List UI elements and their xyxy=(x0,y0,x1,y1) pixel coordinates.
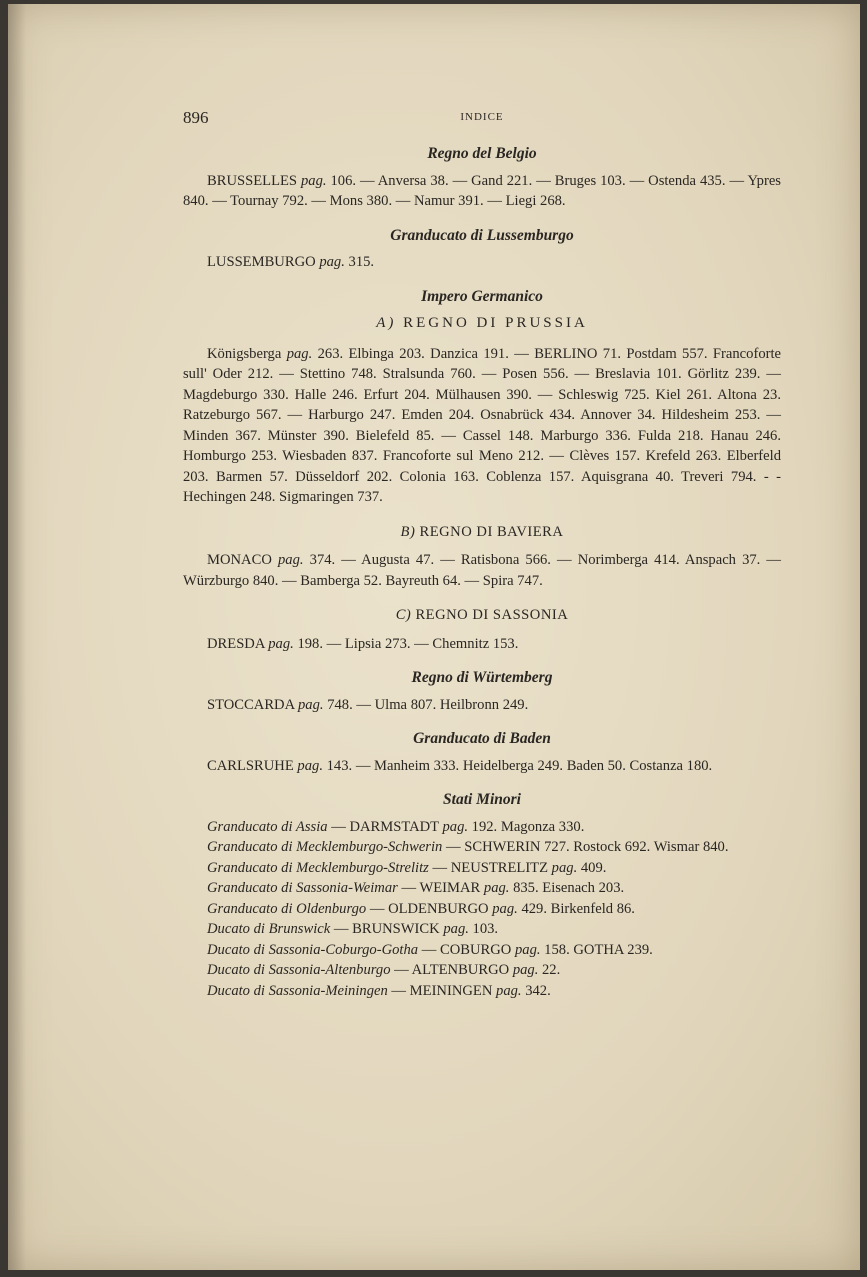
subsection-name: REGNO DI PRUSSIA xyxy=(403,315,588,331)
capital-name: MONACO xyxy=(207,552,272,568)
page-header xyxy=(183,108,781,132)
list-item xyxy=(183,899,781,920)
section-title-lussemburgo: Granducato di Lussemburgo xyxy=(390,226,574,244)
section-title-germania: Impero Germanico xyxy=(421,287,543,305)
entry-text: 748. — Ulma 807. Heilbronn 249. xyxy=(327,696,529,713)
entry-text: 263. Elbinga 203. Danzica 191. — BERLINO 71. Postdam 557. Francoforte sull' Oder 212. — Stettino 748. Stralsunda 760. — Posen 556. — Breslavia 101. Görlitz 239. — Magdeburgo 330. Halle 246. Erfurt 204. Mülhausen 390. — Schleswig 725. Kiel 261. Altona 23. Ratzeburgo 567. — Harburgo 247. Emden 204. Osnabrück 434. Annover 34. Hildesheim 253. — Minden 367. Münster 390. Bielefeld 85. — Cassel 148. Marburgo 336. Fulda 218. Hanau 246. Homburgo 253. Wiesbaden 837. Francoforte sul Meno 212. — Clèves 157. Krefeld 263. Elberfeld 203. Barmen 57. Düsseldorf 202. Colonia 163. Coblenza 157. Aquisgrana 40. Treveri 794. - - Hechingen 248. Sigmaringen 737. xyxy=(183,345,782,505)
entry-text: 192. Magonza 330. xyxy=(468,818,585,835)
entry-text: 374. — Augusta 47. — Ratisbona 566. — Norimberga 414. Anspach 37. — Würzburgo 840. — Bamberga 52. Bayreuth 64. — Spira 747. xyxy=(183,552,782,589)
entry-text: 315. xyxy=(348,254,375,270)
entry-belgio xyxy=(183,171,781,212)
capital-name: BRUSSELLES xyxy=(207,172,298,189)
pag-word: pag. xyxy=(492,900,518,917)
entry-text: 409. xyxy=(577,859,607,876)
subsection-title-baviera xyxy=(183,522,781,543)
entry-text: — SCHWERIN 727. Rostock 692. Wismar 840. xyxy=(442,839,729,855)
state-name: Granducato di Assia xyxy=(207,818,328,835)
pag-word: pag. xyxy=(483,880,510,896)
entry-text: 103. xyxy=(468,921,499,937)
capital-name: DRESDA xyxy=(207,635,265,652)
section-title-minori: Stati Minori xyxy=(443,791,521,808)
entry-baden xyxy=(183,756,781,777)
pag-word: pag. xyxy=(300,172,327,189)
state-name: Granducato di Sassonia-Weimar xyxy=(207,880,398,896)
entry-text: 342. xyxy=(521,982,551,999)
state-name: Ducato di Sassonia-Coburgo-Gotha xyxy=(207,941,419,958)
state-name: Ducato di Brunswick xyxy=(207,921,331,937)
capital-name: STOCCARDA xyxy=(207,696,295,713)
entry-text: — NEUSTRELITZ xyxy=(428,859,552,876)
entry-text: — BRUNSWICK xyxy=(330,921,444,937)
pag-word: pag. xyxy=(512,962,539,978)
entry-text: 106. — Anversa 38. — Gand 221. — Bruges 103. — Ostenda 435. — Ypres 840. — Tournay 792. — Mons 380. — Namur 391. — Liegi 268. xyxy=(183,172,781,209)
subsection-letter: B) xyxy=(400,523,416,540)
state-name: Ducato di Sassonia-Meiningen xyxy=(207,982,388,999)
state-name: Granducato di Mecklemburgo-Strelitz xyxy=(207,859,429,876)
subsection-name: REGNO DI BAVIERA xyxy=(419,523,564,540)
entry-wurtemberg xyxy=(183,695,781,716)
capital-name: CARLSRUHE xyxy=(207,757,294,774)
entry-text: 429. Birkenfeld 86. xyxy=(517,900,635,917)
entry-text: 22. xyxy=(538,962,561,978)
pag-word: pag. xyxy=(514,941,541,958)
list-item xyxy=(183,981,781,1002)
entry-text: 835. Eisenach 203. xyxy=(509,880,625,896)
entry-lussemburgo xyxy=(183,252,781,273)
entry-sassonia xyxy=(183,634,781,655)
pag-word: pag. xyxy=(551,859,578,876)
pag-word: pag. xyxy=(297,696,324,713)
state-name: Granducato di Mecklemburgo-Schwerin xyxy=(207,839,443,855)
pag-word: pag. xyxy=(319,254,345,270)
list-item xyxy=(183,960,781,981)
list-item xyxy=(183,817,781,838)
subsection-title-sassonia xyxy=(183,605,781,626)
entry-text: 143. — Manheim 333. Heidelberga 249. Baden 50. Costanza 180. xyxy=(326,757,713,774)
entry-text: — COBURGO xyxy=(418,941,515,958)
pag-word: pag. xyxy=(443,921,469,937)
list-item xyxy=(183,837,781,858)
list-item xyxy=(183,919,781,940)
index-content xyxy=(183,144,781,1001)
pag-word: pag. xyxy=(277,552,304,568)
entry-baviera xyxy=(183,550,781,591)
capital-name: LUSSEMBURGO xyxy=(207,254,316,270)
subsection-letter: A) xyxy=(376,315,397,331)
state-name: Granducato di Oldenburgo xyxy=(207,900,367,917)
running-title: INDICE xyxy=(460,111,504,123)
entry-text: Königsberga xyxy=(207,345,282,362)
section-title-wurtemberg: Regno di Würtemberg xyxy=(411,669,553,686)
subsection-letter: C) xyxy=(395,607,412,623)
pag-word: pag. xyxy=(268,635,294,652)
state-name: Ducato di Sassonia-Altenburgo xyxy=(207,962,391,978)
subsection-title-prussia xyxy=(183,313,781,334)
pag-word: pag. xyxy=(442,818,469,835)
entry-text: 198. — Lipsia 273. — Chemnitz 153. xyxy=(297,635,519,652)
entry-text: — ALTENBURGO xyxy=(390,962,513,978)
section-title-belgio: Regno del Belgio xyxy=(427,145,537,162)
list-item xyxy=(183,940,781,961)
pag-word: pag. xyxy=(496,982,522,999)
entry-text: — OLDENBURGO xyxy=(366,900,493,917)
entry-text: — DARMSTADT xyxy=(327,818,443,835)
page-number: 896 xyxy=(183,108,209,127)
minor-states-list xyxy=(183,817,781,1002)
pag-word: pag. xyxy=(297,757,323,774)
list-item xyxy=(183,878,781,899)
book-page xyxy=(8,4,860,1270)
pag-word: pag. xyxy=(286,345,313,362)
entry-text: 158. GOTHA 239. xyxy=(540,941,653,958)
entry-text: — MEININGEN xyxy=(387,982,497,999)
subsection-name: REGNO DI SASSONIA xyxy=(415,607,569,623)
entry-prussia xyxy=(183,344,781,508)
entry-text: — WEIMAR xyxy=(397,880,484,896)
list-item xyxy=(183,858,781,879)
section-title-baden: Granducato di Baden xyxy=(413,730,551,747)
